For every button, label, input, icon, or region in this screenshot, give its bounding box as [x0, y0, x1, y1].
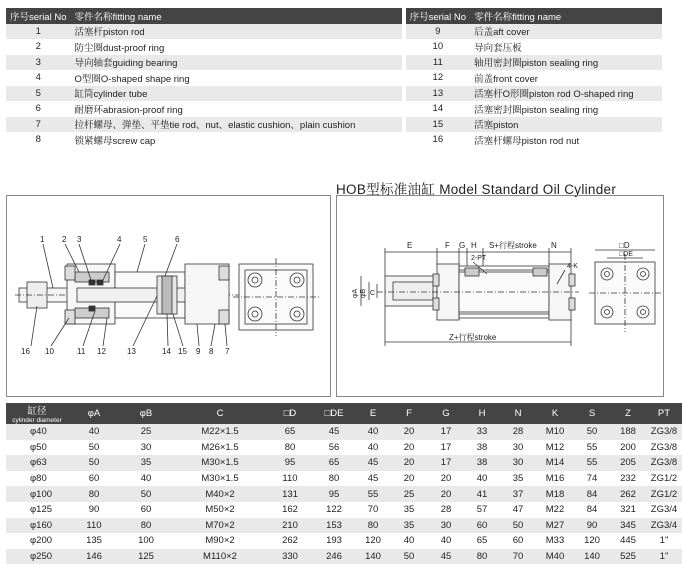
spec-cell-k: M12 [545, 441, 565, 453]
spec-cell-z: 205 [610, 455, 646, 471]
callout-9: 9 [196, 347, 201, 356]
spec-cell-f: 20 [390, 424, 428, 440]
spec-cell-d: 65 [268, 424, 312, 440]
spec-cell-c: M50×2 [205, 504, 235, 516]
spec-cell-bore: φ160 [6, 518, 68, 534]
spec-row [6, 440, 682, 456]
spec-cell-de: 95 [312, 486, 356, 502]
spec-cell-pt: 1" [659, 535, 669, 547]
parts-row [6, 39, 662, 55]
spec-cell-c: M26×1.5 [201, 441, 239, 453]
spec-cell-k: M10 [536, 424, 574, 440]
header-a: φA [68, 403, 120, 424]
spec-cell-k: M22 [545, 504, 565, 516]
spec-cell-de: 80 [328, 473, 340, 485]
spec-cell-k: M14 [536, 455, 574, 471]
spec-cell-s: 90 [574, 518, 610, 534]
spec-cell-s: 140 [574, 549, 610, 565]
spec-cell-a: 90 [88, 504, 100, 516]
spec-cell-bore: φ63 [6, 455, 68, 471]
dim-z-stroke: Z+行程stroke [449, 333, 497, 342]
spec-cell-n: 30 [512, 441, 524, 453]
spec-cell-g: 20 [440, 473, 452, 485]
spec-cell-pt: 1" [646, 549, 682, 565]
callout-15: 15 [178, 347, 187, 356]
parts-row [6, 86, 662, 102]
spec-cell-e: 40 [356, 424, 390, 440]
parts-table [6, 8, 662, 148]
dimension-drawing [337, 196, 663, 396]
parts-row [6, 55, 662, 71]
dim-g: G [459, 241, 466, 250]
header-de: □DE [312, 403, 356, 424]
parts-fitting-name: 耐磨环abrasion-proof ring [74, 104, 183, 116]
parts-row [6, 70, 662, 86]
parts-serial-no: 9 [406, 24, 471, 40]
parts-fitting-name: 活塞密封圈piston sealing ring [474, 104, 599, 116]
parts-fitting-name: 前盖front cover [474, 73, 538, 85]
spec-cell-c: M30×1.5 [172, 455, 268, 471]
parts-serial-no: 2 [35, 41, 41, 53]
spec-cell-g: 20 [428, 486, 464, 502]
spec-cell-de: 153 [312, 518, 356, 534]
parts-serial-no: 11 [406, 55, 471, 71]
spec-cell-z: 262 [610, 486, 646, 502]
spec-cell-e: 40 [367, 441, 379, 453]
header-k: K [536, 403, 574, 424]
spec-cell-bore: φ80 [30, 473, 47, 485]
spec-cell-bore: φ200 [30, 535, 53, 547]
spec-cell-z: 321 [620, 504, 636, 516]
header-s: S [574, 403, 610, 424]
spec-cell-d: 330 [268, 549, 312, 565]
parts-row [6, 132, 662, 148]
spec-cell-g: 40 [440, 535, 452, 547]
spec-cell-a: 146 [68, 549, 120, 565]
spec-cell-bore: φ40 [6, 424, 68, 440]
callout-14: 14 [162, 347, 171, 356]
spec-cell-e: 80 [356, 518, 390, 534]
parts-serial-no: 15 [406, 117, 471, 133]
spec-cell-f: 35 [390, 518, 428, 534]
spec-cell-h: 41 [464, 486, 500, 502]
spec-cell-k: M18 [536, 486, 574, 502]
header-n: N [500, 403, 536, 424]
dim-f: F [445, 241, 450, 250]
spec-cell-bore: φ250 [6, 549, 68, 565]
spec-row [6, 471, 682, 487]
spec-cell-f: 50 [390, 549, 428, 565]
spec-cell-n: 47 [512, 504, 524, 516]
spec-cell-h: 80 [464, 549, 500, 565]
spec-cell-d: 80 [284, 441, 296, 453]
parts-serial-no: 13 [406, 86, 471, 102]
spec-cell-pt: ZG1/2 [646, 486, 682, 502]
spec-cell-de: 56 [328, 441, 340, 453]
section-drawing [7, 196, 330, 396]
dimension-drawing-frame [336, 195, 664, 397]
dim-k: 4-K [567, 263, 578, 270]
spec-row [6, 486, 682, 502]
spec-cell-e: 55 [356, 486, 390, 502]
callout-11: 11 [77, 347, 86, 356]
spec-cell-z: 345 [610, 518, 646, 534]
callout-2: 2 [62, 235, 67, 244]
spec-cell-k: M33 [545, 535, 565, 547]
parts-fitting-name: 轴用密封圈piston sealing ring [470, 55, 662, 71]
spec-cell-b: 125 [120, 549, 172, 565]
parts-serial-no: 8 [35, 134, 41, 146]
header-serial-no: 序号serial No [406, 8, 471, 24]
header-serial-no: 序号serial No [6, 8, 71, 24]
parts-serial-no: 16 [432, 134, 444, 146]
spec-cell-s: 55 [586, 441, 598, 453]
header-bore: 缸径 cylinder diameter [6, 403, 68, 424]
parts-fitting-name: 缸筒cylinder tube [71, 86, 402, 102]
spec-cell-h: 60 [464, 518, 500, 534]
spec-cell-s: 120 [584, 535, 600, 547]
dim-s-stroke: S+行程stroke [489, 241, 537, 250]
spec-cell-a: 135 [86, 535, 102, 547]
parts-fitting-name: 锁紧螺母screw cap [74, 135, 156, 147]
callout-10: 10 [45, 347, 54, 356]
callout-6: 6 [175, 235, 180, 244]
dim-n: N [551, 241, 557, 250]
header-pt: PT [646, 403, 682, 424]
header-d: □D [268, 403, 312, 424]
parts-fitting-name: O型圈O-shaped shape ring [74, 73, 190, 85]
spec-cell-h: 38 [476, 441, 488, 453]
spec-cell-pt: ZG3/8 [650, 441, 678, 453]
callout-5: 5 [143, 235, 148, 244]
spec-cell-a: 110 [68, 518, 120, 534]
parts-fitting-name: 活塞杆O形圈piston rod O-shaped ring [470, 86, 662, 102]
page-title: HOB型标准油缸 Model Standard Oil Cylinder [336, 182, 617, 197]
spec-cell-b: 100 [138, 535, 154, 547]
spec-cell-n: 37 [500, 486, 536, 502]
spec-cell-d: 210 [268, 518, 312, 534]
spec-cell-a: 50 [88, 441, 100, 453]
spec-cell-e: 140 [356, 549, 390, 565]
spec-cell-n: 60 [512, 535, 524, 547]
parts-fitting-name: 活塞piston [470, 117, 662, 133]
spec-cell-s: 74 [586, 473, 598, 485]
dim-c: C [370, 290, 376, 297]
spec-cell-de: 45 [312, 424, 356, 440]
spec-row [6, 502, 682, 518]
header-e: E [356, 403, 390, 424]
parts-row [6, 117, 662, 133]
spec-cell-g: 17 [440, 441, 452, 453]
spec-cell-f: 20 [390, 455, 428, 471]
spec-cell-e: 120 [365, 535, 381, 547]
spec-cell-pt: ZG1/2 [650, 473, 678, 485]
callout-13: 13 [127, 347, 136, 356]
spec-cell-h: 33 [464, 424, 500, 440]
spec-cell-pt: ZG3/4 [650, 504, 678, 516]
spec-cell-h: 65 [476, 535, 488, 547]
header-b: φB [120, 403, 172, 424]
spec-cell-e: 45 [356, 455, 390, 471]
header-c: C [172, 403, 268, 424]
spec-row [6, 533, 682, 549]
spec-cell-f: 25 [390, 486, 428, 502]
parts-fitting-name: 防尘圈dust-proof ring [74, 42, 165, 54]
callout-1: 1 [40, 235, 45, 244]
spec-cell-pt: ZG3/8 [646, 455, 682, 471]
spec-cell-d: 95 [268, 455, 312, 471]
parts-row [6, 101, 662, 117]
spec-cell-a: 40 [68, 424, 120, 440]
parts-fitting-name: 后盖aft cover [470, 24, 662, 40]
spec-cell-de: 65 [312, 455, 356, 471]
spec-cell-n: 35 [512, 473, 524, 485]
header-h: H [464, 403, 500, 424]
spec-cell-z: 188 [610, 424, 646, 440]
callout-12: 12 [97, 347, 106, 356]
spec-cell-g: 28 [440, 504, 452, 516]
spec-cell-k: M16 [545, 473, 565, 485]
dim-h: H [471, 241, 477, 250]
spec-cell-a: 80 [68, 486, 120, 502]
spec-cell-n: 70 [500, 549, 536, 565]
parts-serial-no: 3 [6, 55, 71, 71]
spec-cell-f: 35 [403, 504, 415, 516]
spec-header-row [6, 403, 682, 424]
spec-cell-c: M30×1.5 [201, 473, 239, 485]
parts-serial-no: 4 [35, 72, 41, 84]
spec-cell-a: 50 [68, 455, 120, 471]
parts-serial-no: 10 [432, 41, 444, 53]
dim-pt: 2-PT [471, 255, 487, 262]
spec-cell-s: 84 [586, 504, 598, 516]
spec-cell-d: 162 [282, 504, 298, 516]
spec-cell-de: 122 [326, 504, 342, 516]
spec-cell-g: 30 [428, 518, 464, 534]
parts-serial-no: 1 [6, 24, 71, 40]
spec-cell-z: 232 [620, 473, 636, 485]
parts-serial-no: 6 [35, 103, 41, 115]
spec-cell-f: 20 [403, 441, 415, 453]
spec-row [6, 424, 682, 440]
spec-table [6, 403, 682, 564]
spec-cell-b: 80 [120, 518, 172, 534]
spec-cell-e: 70 [367, 504, 379, 516]
spec-cell-n: 50 [500, 518, 536, 534]
spec-cell-s: 50 [574, 424, 610, 440]
spec-cell-z: 445 [620, 535, 636, 547]
spec-cell-c: M110×2 [172, 549, 268, 565]
parts-fitting-name: 活塞杆piston rod [71, 24, 402, 40]
parts-serial-no: 12 [432, 72, 444, 84]
spec-cell-b: 40 [140, 473, 152, 485]
callout-8: 8 [209, 347, 214, 356]
spec-cell-bore: φ50 [30, 441, 47, 453]
spec-cell-z: 200 [620, 441, 636, 453]
parts-row [6, 24, 662, 40]
spec-row [6, 518, 682, 534]
spec-cell-de: 193 [326, 535, 342, 547]
spec-cell-e: 45 [367, 473, 379, 485]
parts-serial-no: 7 [6, 117, 71, 133]
spec-cell-c: M70×2 [172, 518, 268, 534]
spec-cell-b: 35 [120, 455, 172, 471]
spec-cell-z: 525 [610, 549, 646, 565]
spec-cell-a: 60 [88, 473, 100, 485]
spec-cell-k: M27 [536, 518, 574, 534]
parts-serial-no: 5 [6, 86, 71, 102]
dim-phi-a: φA [352, 288, 359, 298]
spec-cell-c: M40×2 [172, 486, 268, 502]
spec-cell-b: 30 [140, 441, 152, 453]
parts-serial-no: 14 [432, 103, 444, 115]
parts-fitting-name: 活塞杆螺母piston rod nut [474, 135, 580, 147]
dim-phi-b: φB [360, 288, 367, 298]
spec-cell-pt: ZG3/4 [646, 518, 682, 534]
spec-cell-c: M22×1.5 [172, 424, 268, 440]
spec-cell-c: M90×2 [205, 535, 235, 547]
callout-16: 16 [21, 347, 30, 356]
spec-row [6, 455, 682, 471]
spec-cell-d: 110 [282, 473, 298, 485]
spec-cell-b: 60 [140, 504, 152, 516]
dim-de: □DE [619, 251, 633, 258]
spec-cell-s: 84 [574, 486, 610, 502]
spec-cell-bore: φ125 [30, 504, 53, 516]
spec-cell-de: 246 [312, 549, 356, 565]
spec-cell-h: 40 [476, 473, 488, 485]
spec-cell-n: 30 [500, 455, 536, 471]
parts-header-row [6, 8, 662, 24]
spec-cell-g: 45 [428, 549, 464, 565]
header-fitting-name: 零件名称fitting name [470, 8, 662, 24]
spec-cell-h: 57 [476, 504, 488, 516]
callout-3: 3 [77, 235, 82, 244]
spec-row [6, 549, 682, 565]
header-f: F [390, 403, 428, 424]
spec-cell-b: 25 [120, 424, 172, 440]
spec-cell-h: 38 [464, 455, 500, 471]
spec-cell-bore: φ100 [6, 486, 68, 502]
section-drawing-frame [6, 195, 331, 397]
parts-fitting-name: 拉杆螺母、弹垫、平垫tie rod、nut、elastic cushion、plain cushion [71, 117, 402, 133]
spec-cell-g: 17 [428, 455, 464, 471]
spec-cell-f: 40 [403, 535, 415, 547]
dim-d: □D [619, 241, 630, 250]
spec-cell-s: 55 [574, 455, 610, 471]
spec-cell-b: 50 [120, 486, 172, 502]
spec-cell-k: M40 [536, 549, 574, 565]
parts-fitting-name: 导向轴套guiding bearing [71, 55, 402, 71]
dim-e: E [407, 241, 413, 250]
spec-cell-g: 17 [428, 424, 464, 440]
parts-fitting-name: 导向套压板 [474, 42, 522, 54]
spec-cell-n: 28 [500, 424, 536, 440]
header-z: Z [610, 403, 646, 424]
spec-cell-f: 20 [403, 473, 415, 485]
header-g: G [428, 403, 464, 424]
callout-7: 7 [225, 347, 230, 356]
spec-cell-d: 262 [282, 535, 298, 547]
callout-4: 4 [117, 235, 122, 244]
spec-cell-d: 131 [268, 486, 312, 502]
spec-cell-pt: ZG3/8 [646, 424, 682, 440]
header-fitting-name: 零件名称fitting name [71, 8, 402, 24]
